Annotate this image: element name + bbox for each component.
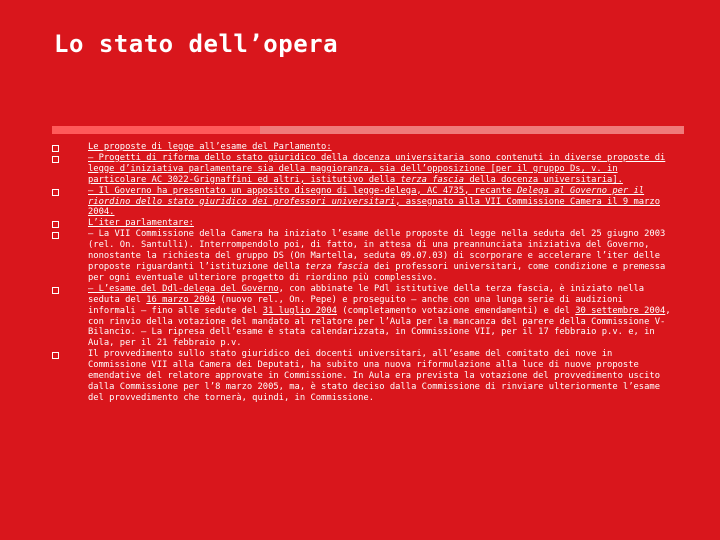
title-divider [52, 126, 684, 134]
square-bullet-icon [52, 156, 59, 163]
title-divider-accent [52, 126, 260, 134]
square-bullet-icon [52, 145, 59, 152]
list-item: – Il Governo ha presentato un apposito disegno di legge-delega, AC 4735, recante Delega al Governo per il riordino dello stato giuridico dei professori universitari, assegnato alla VII Commissione Camera il 9 marzo 2004. [52, 186, 672, 219]
square-bullet-icon [52, 189, 59, 196]
list-item: – La VII Commissione della Camera ha iniziato l’esame delle proposte di legge nella seduta del 25 giugno 2003 (rel. On. Santulli). Interrompendolo poi, di fatto, in attesa di una preannunciata iniziativa del Governo, nonostante la richiesta del gruppo DS (On Martella, seduta 09.07.03) di scorporare e accelerare l’iter delle proposte riguardanti l’istituzione della terza fascia dei professori universitari, come condizione e premessa per ogni eventuale ulteriore progetto di riordino più complessivo. [52, 229, 672, 284]
square-bullet-icon [52, 221, 59, 228]
slide-body [52, 142, 672, 404]
list-item: – Progetti di riforma dello stato giuridico della docenza universitaria sono contenuti in diverse proposte di legge d’iniziativa parlamentare sia della maggioranza, sia dell’opposizione [per il gruppo Ds, v. in particolare AC 3022-Grignaffini ed altri, istitutivo della terza fascia della docenza universitaria]. [52, 153, 672, 186]
list-item: Le proposte di legge all’esame del Parlamento: [52, 142, 672, 153]
list-item: Il provvedimento sullo stato giuridico dei docenti universitari, all’esame del comitato dei nove in Commissione VII alla Camera dei Deputati, ha subito una nuova riformulazione alla luce di nuove proposte emendative del relatore approvate in Commissione. In Aula era prevista la votazione del provvedimento uscito dalla Commissione per l’8 marzo 2005, ma, è stato deciso dalla Commissione di rinviare ulteriormente l’esame del provvedimento che tornerà, quindi, in Commissione. [52, 349, 672, 404]
list-item: L’iter parlamentare: [52, 218, 672, 229]
list-item: – L’esame del Ddl-delega del Governo, con abbinate le Pdl istitutive della terza fascia, è iniziato nella seduta del 16 marzo 2004 (nuovo rel., On. Pepe) e proseguito – anche con una lunga serie di audizioni informali – fino alle sedute del 31 luglio 2004 (completamento votazione emendamenti) e del 30 settembre 2004, con rinvio della votazione del mandato al relatore per l’Aula per la mancanza del parere della Commissione V-Bilancio. – La ripresa dell’esame è stata calendarizzata, in Commissione VII, per il 17 febbraio p.v. e, in Aula, per il 21 febbraio p.v. [52, 284, 672, 349]
slide-title: Lo stato dell’opera [54, 30, 339, 58]
square-bullet-icon [52, 352, 59, 359]
square-bullet-icon [52, 232, 59, 239]
square-bullet-icon [52, 287, 59, 294]
